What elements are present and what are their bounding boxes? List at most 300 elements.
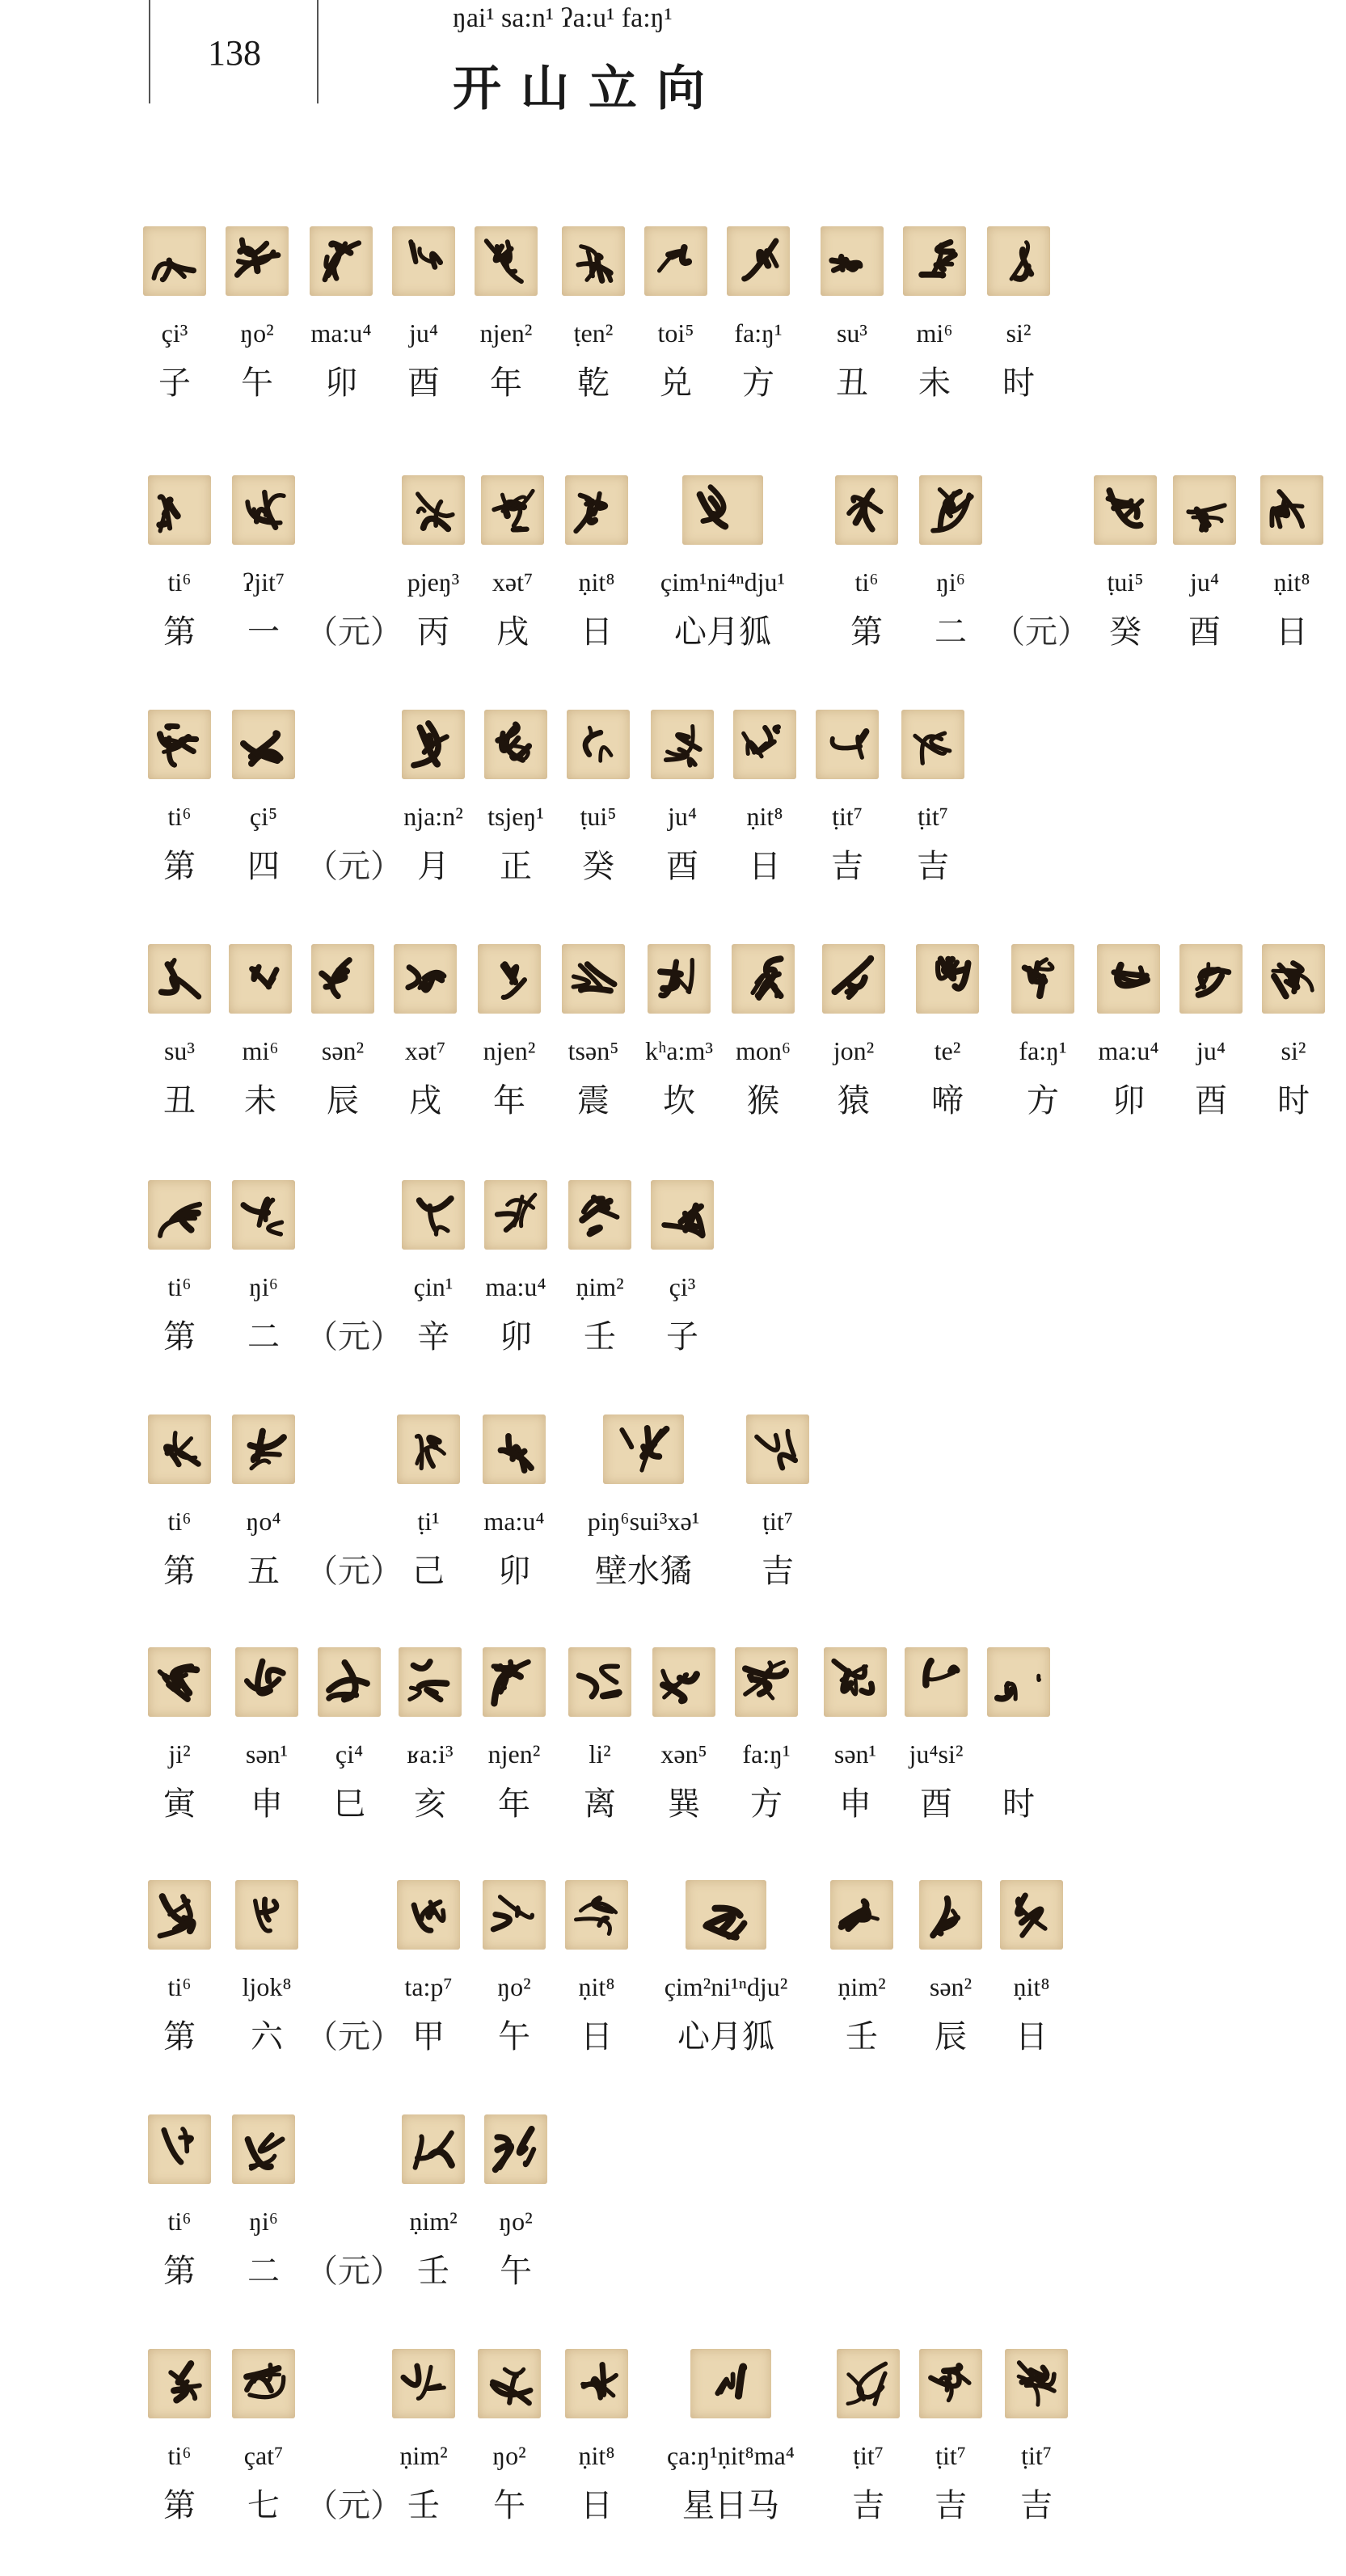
glyph-image [235, 1647, 298, 1717]
romanization: njen² [487, 1739, 541, 1769]
glyph-image [392, 226, 455, 296]
chinese-gloss: 第 [163, 848, 196, 884]
glyph-image [148, 1647, 211, 1717]
chinese-gloss: 星日马 [682, 2487, 779, 2523]
romanization: njen² [483, 1036, 536, 1065]
glyph-image [143, 226, 206, 296]
glyph-image [399, 1647, 462, 1717]
chinese-gloss: 甲 [412, 2018, 445, 2055]
glyph-image [394, 944, 457, 1014]
romanization: ṭit⁷ [918, 802, 948, 831]
glyph-image [644, 226, 707, 296]
glyph-image [392, 2349, 455, 2418]
title-chinese: 开山立向 [453, 62, 724, 116]
glyph-image [484, 710, 547, 779]
chinese-gloss: 吉 [917, 848, 949, 884]
chinese-gloss: 卯 [500, 1318, 532, 1355]
text-row [0, 1174, 1346, 1360]
chinese-gloss: 第 [163, 1553, 196, 1589]
glyph-image [475, 226, 538, 296]
glyph-image [690, 2349, 771, 2418]
chinese-gloss: 壬 [846, 2018, 878, 2055]
romanization: ljok⁸ [242, 1972, 292, 2001]
yuan-marker: （元） [306, 1318, 403, 1355]
glyph-image [567, 710, 630, 779]
romanization: ju⁴ [408, 318, 439, 348]
yuan-marker: （元） [306, 2253, 403, 2289]
romanization: sən² [929, 1972, 973, 2001]
chinese-gloss: 午 [493, 2487, 525, 2523]
chinese-gloss: 酉 [920, 1785, 952, 1822]
chinese-gloss: 年 [490, 365, 522, 401]
romanization: ju⁴ [667, 802, 698, 831]
chinese-gloss: 坎 [663, 1082, 695, 1119]
glyph-image [235, 1880, 298, 1950]
chinese-gloss: 日 [749, 848, 781, 884]
glyph-image [1097, 944, 1160, 1014]
romanization: mi⁶ [242, 1036, 279, 1065]
romanization: xət⁷ [492, 567, 534, 597]
glyph-image [148, 2349, 211, 2418]
glyph-image [1094, 475, 1157, 545]
romanization: ma:u⁴ [483, 1507, 545, 1536]
glyph-image [901, 710, 964, 779]
romanization: çin¹ [413, 1272, 454, 1301]
chinese-gloss: 酉 [666, 848, 698, 884]
yuan-marker: （元） [306, 613, 403, 650]
romanization: ṇim² [838, 1972, 886, 2001]
romanization: ṭui⁵ [580, 802, 617, 831]
romanization: sən¹ [245, 1739, 289, 1769]
glyph-strip [0, 2108, 1346, 2197]
chinese-gloss: 吉 [831, 848, 863, 884]
glyph-image [822, 944, 885, 1014]
title-romanized: ŋai¹ sa:n¹ ʔa:u¹ fa:ŋ¹ [453, 3, 673, 33]
glyph-image [232, 710, 295, 779]
glyph-image [148, 475, 211, 545]
romanization: tsən⁵ [568, 1036, 619, 1065]
chinese-gloss: 午 [498, 2018, 530, 2055]
romanization: xən⁵ [660, 1739, 707, 1769]
glyph-strip [0, 469, 1346, 558]
yuan-marker: （元） [306, 2018, 403, 2055]
romanization: ŋo² [492, 2441, 526, 2470]
glyph-image [651, 710, 714, 779]
chinese-gloss: 壬 [407, 2487, 440, 2523]
glyph-image [1011, 944, 1074, 1014]
glyph-image [310, 226, 373, 296]
chinese-gloss: 方 [750, 1785, 783, 1822]
glyph-image [397, 1880, 460, 1950]
glyph-strip [0, 938, 1346, 1027]
glyph-image [830, 1880, 893, 1950]
glyph-strip [0, 1641, 1346, 1730]
chinese-gloss: 心月狐 [677, 2018, 774, 2055]
glyph-image [987, 1647, 1050, 1717]
chinese-gloss: 日 [1276, 613, 1308, 650]
romanization: ʁa:i³ [407, 1739, 454, 1769]
glyph-image [478, 944, 541, 1014]
glyph-image [905, 1647, 968, 1717]
romanization: ŋi⁶ [249, 2207, 278, 2236]
romanization: ṭit⁷ [853, 2441, 884, 2470]
glyph-image [735, 1647, 798, 1717]
glyph-image [1262, 944, 1325, 1014]
romanization: ti⁶ [167, 1272, 192, 1301]
romanization: ti⁶ [167, 567, 192, 597]
chinese-gloss: 壬 [417, 2253, 449, 2289]
page-header [0, 0, 1346, 116]
glyph-image [919, 475, 982, 545]
romanization: ti⁶ [167, 1507, 192, 1536]
glyph-image [1000, 1880, 1063, 1950]
chinese-gloss: 辰 [935, 2018, 967, 2055]
glyph-image [821, 226, 884, 296]
romanization: ti⁶ [167, 2207, 192, 2236]
glyph-image [686, 1880, 766, 1950]
chinese-gloss: 戌 [409, 1082, 441, 1119]
romanization: ti⁶ [167, 1972, 192, 2001]
glyph-image [903, 226, 966, 296]
romanization: ṇim² [399, 2441, 448, 2470]
romanization: ṇit⁸ [1273, 567, 1310, 597]
glyph-image [835, 475, 898, 545]
chinese-gloss: 一 [247, 613, 280, 650]
romanization: kʰa:m³ [645, 1036, 713, 1065]
glyph-image [481, 475, 544, 545]
romanization: ti⁶ [167, 2441, 192, 2470]
romanization: ju⁴ [1196, 1036, 1226, 1065]
romanization: jon² [833, 1036, 875, 1065]
chinese-gloss: 乾 [577, 365, 610, 401]
chinese-gloss: 时 [1002, 365, 1035, 401]
chinese-gloss: 己 [412, 1553, 445, 1589]
chinese-gloss: 未 [918, 365, 951, 401]
chinese-gloss: 离 [584, 1785, 616, 1822]
chinese-gloss: 第 [850, 613, 883, 650]
yuan-marker: （元） [306, 1553, 403, 1589]
chinese-gloss: 月 [417, 848, 449, 884]
yuan-marker: （元） [993, 613, 1090, 650]
glyph-strip [0, 220, 1346, 309]
romanization: fa:ŋ¹ [742, 1739, 791, 1769]
romanization: ma:u⁴ [1098, 1036, 1159, 1065]
glyph-image [648, 944, 711, 1014]
text-row [0, 469, 1346, 655]
glyph-strip [0, 1874, 1346, 1963]
chinese-gloss: 二 [247, 1318, 280, 1355]
chinese-gloss: 戌 [496, 613, 529, 650]
chinese-gloss: 七 [247, 2487, 280, 2523]
romanization: li² [589, 1739, 611, 1769]
glyph-image [652, 1647, 715, 1717]
romanization: si² [1281, 1036, 1306, 1065]
romanization: ŋi⁶ [936, 567, 965, 597]
chinese-gloss: 巽 [668, 1785, 700, 1822]
glyph-image [148, 1180, 211, 1250]
romanization: çi⁴ [335, 1739, 364, 1769]
glyph-image [816, 710, 879, 779]
glyph-image [311, 944, 374, 1014]
chinese-gloss: 辰 [327, 1082, 359, 1119]
romanization: ti⁶ [854, 567, 879, 597]
chinese-gloss: 啼 [931, 1082, 964, 1119]
glyph-image [562, 944, 625, 1014]
romanization: piŋ⁶sui³xə¹ [587, 1507, 700, 1536]
glyph-image [1173, 475, 1236, 545]
glyph-image [484, 2114, 547, 2184]
chinese-gloss: 子 [666, 1318, 698, 1355]
chinese-gloss: 亥 [414, 1785, 446, 1822]
glyph-strip [0, 1174, 1346, 1263]
chinese-gloss: 子 [158, 365, 191, 401]
chinese-gloss: 丑 [836, 365, 868, 401]
romanization: çim¹ni⁴ⁿdju¹ [660, 567, 786, 597]
romanization: ji² [168, 1739, 191, 1769]
header-right-rule [317, 0, 319, 103]
romanization: ça:ŋ¹ṇit⁸ma⁴ [667, 2441, 795, 2470]
text-row [0, 220, 1346, 406]
chinese-gloss: 猴 [747, 1082, 779, 1119]
chinese-gloss: 壁水獝 [595, 1553, 692, 1589]
header-left-rule [149, 0, 150, 103]
romanization: fa:ŋ¹ [734, 318, 783, 348]
glyph-image [402, 475, 465, 545]
glyph-image [565, 475, 628, 545]
text-row [0, 938, 1346, 1124]
romanization: ŋo² [240, 318, 274, 348]
glyph-image [733, 710, 796, 779]
chinese-gloss: 第 [163, 1318, 196, 1355]
text-row [0, 2342, 1346, 2528]
chinese-gloss: 酉 [1195, 1082, 1227, 1119]
chinese-gloss: 癸 [1109, 613, 1141, 650]
glyph-image [837, 2349, 900, 2418]
chinese-gloss: 二 [935, 613, 967, 650]
glyph-image [565, 2349, 628, 2418]
romanization: ṭit⁷ [1021, 2441, 1052, 2470]
romanization: ŋo² [499, 2207, 533, 2236]
glyph-image [732, 944, 795, 1014]
chinese-gloss: 巳 [333, 1785, 365, 1822]
glyph-image [1179, 944, 1243, 1014]
chinese-gloss: 日 [580, 2018, 613, 2055]
romanization: ṇit⁸ [578, 2441, 615, 2470]
romanization: ṇit⁸ [578, 1972, 615, 2001]
chinese-gloss: 第 [163, 2487, 196, 2523]
chinese-gloss: 吉 [762, 1553, 794, 1589]
romanization: ŋo⁴ [246, 1507, 281, 1536]
romanization: çat⁷ [243, 2441, 284, 2470]
chinese-gloss: 年 [498, 1785, 530, 1822]
romanization: mon⁶ [735, 1036, 791, 1065]
romanization: xət⁷ [404, 1036, 446, 1065]
romanization: ṭit⁷ [762, 1507, 793, 1536]
romanization: nja:n² [403, 802, 463, 831]
chinese-gloss: 方 [1027, 1082, 1059, 1119]
romanization: çi⁵ [249, 802, 278, 831]
chinese-gloss: 申 [251, 1785, 283, 1822]
chinese-gloss: 时 [1277, 1082, 1310, 1119]
glyph-image [232, 475, 295, 545]
text-row [0, 1408, 1346, 1594]
chinese-gloss: 四 [247, 848, 280, 884]
romanization: ʔjit⁷ [242, 567, 285, 597]
chinese-gloss: 辛 [417, 1318, 449, 1355]
romanization: njen² [479, 318, 533, 348]
chinese-gloss: 丙 [417, 613, 449, 650]
romanization: ma:u⁴ [310, 318, 372, 348]
romanization: su³ [836, 318, 868, 348]
glyph-image [232, 2349, 295, 2418]
romanization: si² [1006, 318, 1032, 348]
romanization: ṇim² [576, 1272, 624, 1301]
chinese-gloss: 心月狐 [674, 613, 771, 650]
chinese-gloss: 吉 [935, 2487, 967, 2523]
glyph-image [483, 1647, 546, 1717]
romanization: ṭen² [573, 318, 614, 348]
glyph-image [478, 2349, 541, 2418]
glyph-image [824, 1647, 887, 1717]
chinese-gloss: 日 [580, 2487, 613, 2523]
yuan-marker: （元） [306, 848, 403, 884]
romanization: ju⁴ [1189, 567, 1220, 597]
glyph-image [1005, 2349, 1068, 2418]
glyph-image [226, 226, 289, 296]
text-row [0, 2108, 1346, 2294]
romanization: tsjeŋ¹ [487, 802, 544, 831]
romanization: ṇim² [409, 2207, 458, 2236]
glyph-strip [0, 703, 1346, 792]
chinese-gloss: 第 [163, 2253, 196, 2289]
romanization: fa:ŋ¹ [1019, 1036, 1067, 1065]
glyph-image [229, 944, 292, 1014]
romanization: te² [934, 1036, 961, 1065]
text-row [0, 1874, 1346, 2060]
glyph-strip [0, 1408, 1346, 1497]
romanization: ṭit⁷ [832, 802, 863, 831]
page-number: 138 [208, 33, 261, 73]
glyph-image [568, 1647, 631, 1717]
romanization: pjeŋ³ [407, 567, 460, 597]
yuan-marker: （元） [306, 2487, 403, 2523]
romanization: su³ [163, 1036, 196, 1065]
chinese-gloss: 卯 [498, 1553, 530, 1589]
chinese-gloss: 猿 [838, 1082, 870, 1119]
glyph-image [746, 1414, 809, 1484]
glyph-image [483, 1414, 546, 1484]
romanization: ṇit⁸ [578, 567, 615, 597]
chinese-gloss: 壬 [584, 1318, 616, 1355]
chinese-gloss: 癸 [582, 848, 614, 884]
glyph-image [148, 1414, 211, 1484]
glyph-image [397, 1414, 460, 1484]
glyph-image [916, 944, 979, 1014]
glyph-image [484, 1180, 547, 1250]
romanization: ma:u⁴ [485, 1272, 546, 1301]
chinese-gloss: 二 [247, 2253, 280, 2289]
romanization: ti⁶ [167, 802, 192, 831]
text-row [0, 1641, 1346, 1827]
chinese-gloss: 震 [577, 1082, 610, 1119]
glyph-image [232, 1180, 295, 1250]
chinese-gloss: 日 [580, 613, 613, 650]
glyph-image [402, 710, 465, 779]
romanization: toi⁵ [657, 318, 694, 348]
glyph-image [919, 2349, 982, 2418]
chinese-gloss: 午 [241, 365, 273, 401]
glyph-image [568, 1180, 631, 1250]
chinese-gloss: 六 [251, 2018, 283, 2055]
chinese-gloss: 方 [742, 365, 774, 401]
romanization: ṭi¹ [417, 1507, 440, 1536]
chinese-gloss: 五 [247, 1553, 280, 1589]
chinese-gloss: 未 [244, 1082, 276, 1119]
glyph-image [148, 944, 211, 1014]
chinese-gloss: 卯 [1112, 1082, 1145, 1119]
romanization: ju⁴si² [909, 1739, 964, 1769]
romanization: ṭui⁵ [1107, 567, 1144, 597]
romanization: mi⁶ [916, 318, 953, 348]
glyph-image [402, 1180, 465, 1250]
glyph-image [1260, 475, 1323, 545]
romanization: ṇit⁸ [1013, 1972, 1050, 2001]
glyph-image [318, 1647, 381, 1717]
glyph-image [682, 475, 763, 545]
glyph-image [232, 2114, 295, 2184]
chinese-gloss: 吉 [1020, 2487, 1053, 2523]
glyph-image [148, 710, 211, 779]
glyph-image [148, 1880, 211, 1950]
romanization: ŋo² [497, 1972, 531, 2001]
glyph-image [232, 1414, 295, 1484]
glyph-image [562, 226, 625, 296]
romanization: çi³ [161, 318, 188, 348]
chinese-gloss: 时 [1002, 1785, 1035, 1822]
romanization: sən² [321, 1036, 365, 1065]
chinese-gloss: 酉 [407, 365, 440, 401]
chinese-gloss: 兑 [660, 365, 692, 401]
text-row [0, 703, 1346, 889]
glyph-image [651, 1180, 714, 1250]
chinese-gloss: 日 [1015, 2018, 1048, 2055]
romanization: ṭit⁷ [935, 2441, 966, 2470]
chinese-gloss: 第 [163, 2018, 196, 2055]
chinese-gloss: 酉 [1188, 613, 1221, 650]
chinese-gloss: 丑 [163, 1082, 196, 1119]
glyph-image [727, 226, 790, 296]
glyph-strip [0, 2342, 1346, 2431]
romanization: çi³ [669, 1272, 696, 1301]
chinese-gloss: 正 [500, 848, 532, 884]
glyph-image [483, 1880, 546, 1950]
glyph-image [603, 1414, 684, 1484]
chinese-gloss: 年 [493, 1082, 525, 1119]
chinese-gloss: 申 [839, 1785, 871, 1822]
chinese-gloss: 吉 [852, 2487, 884, 2523]
romanization: ta:p⁷ [404, 1972, 453, 2001]
glyph-image [148, 2114, 211, 2184]
chinese-gloss: 午 [500, 2253, 532, 2289]
glyph-image [919, 1880, 982, 1950]
romanization: çim²ni¹ⁿdju² [664, 1972, 788, 2001]
glyph-image [402, 2114, 465, 2184]
romanization: sən¹ [833, 1739, 877, 1769]
romanization: ŋi⁶ [249, 1272, 278, 1301]
glyph-image [987, 226, 1050, 296]
glyph-image [565, 1880, 628, 1950]
romanization: ṇit⁸ [746, 802, 783, 831]
